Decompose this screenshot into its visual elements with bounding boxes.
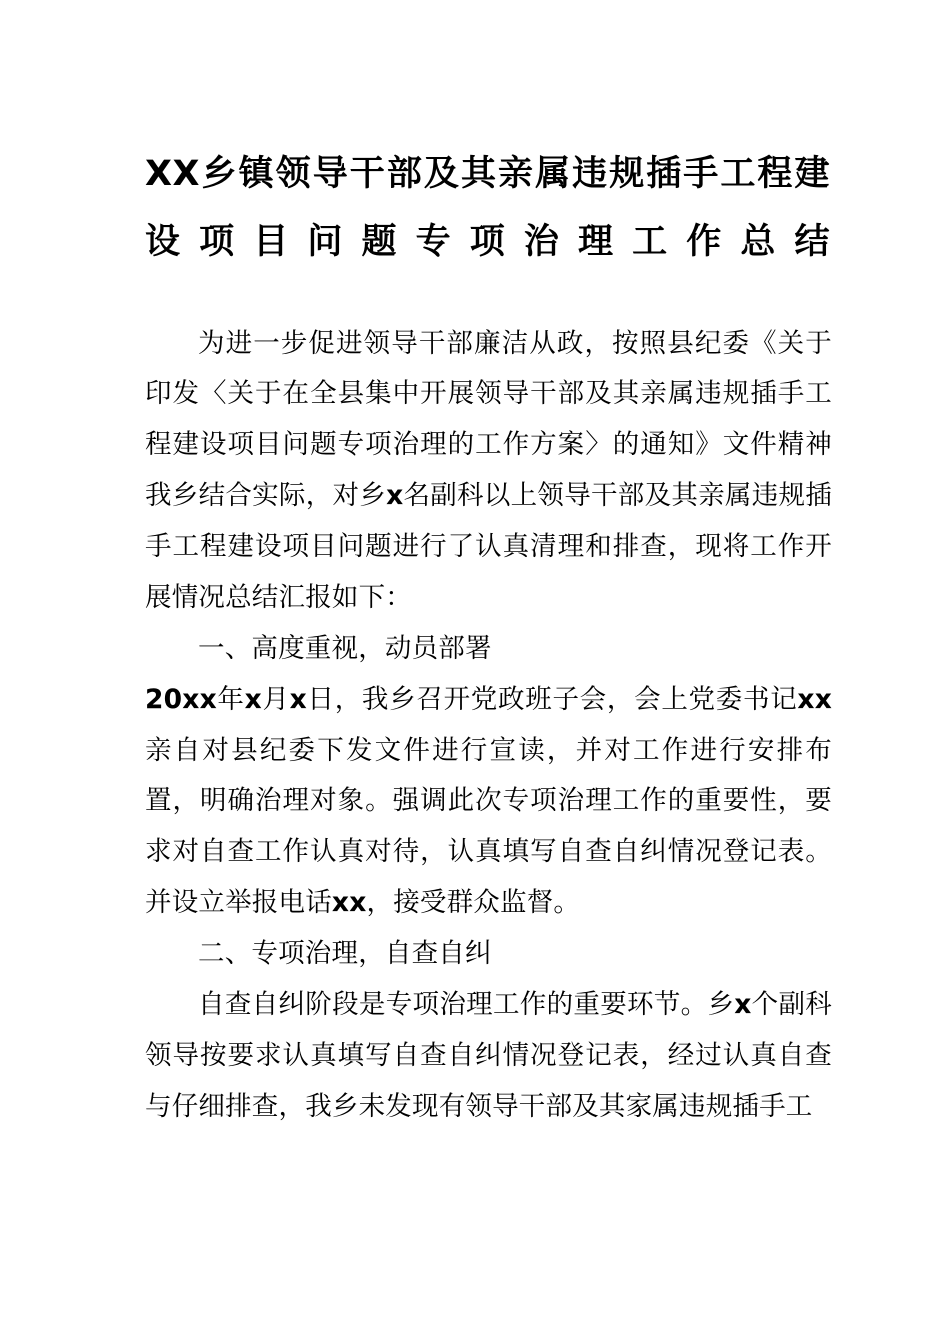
latin-run: XX <box>145 154 200 194</box>
paragraph-intro: 为进一步促进领导干部廉洁从政，按照县纪委《关于印发〈关于在全县集中开展领导干部及其亲属违规插手工程建设项目问题专项治理的工作方案〉的通知》文件精神我乡结合实际，对乡x名副科以上领导干部及其亲属违规插手工程建设项目问题进行了认真清理和排查，现将工作开展情况总结汇报如下： <box>145 327 832 613</box>
latin-run: xx <box>797 683 833 715</box>
latin-run: xx <box>331 887 367 919</box>
paragraph-section-1: 20xx年x月x日，我乡召开党政班子会，会上党委书记xx亲自对县纪委下发文件进行宣读，并对工作进行安排布置，明确治理对象。强调此次专项治理工作的重要性，要求对自查工作认真对待，认真填写自查自纠情况登记表。并设立举报电话xx，接受群众监督。 <box>145 683 833 919</box>
section-heading-2: 二、专项治理，自查自纠 <box>198 938 492 969</box>
latin-run: 20xx <box>145 683 217 715</box>
latin-run: x <box>386 480 404 512</box>
latin-run: x <box>244 683 262 715</box>
page-title: XX乡镇领导干部及其亲属违规插手工程建设项目问题专项治理工作总结 <box>145 154 830 263</box>
latin-run: x <box>289 683 307 715</box>
latin-run: x <box>734 988 752 1020</box>
section-heading-1: 一、高度重视，动员部署 <box>198 632 492 664</box>
paragraph-section-2: 自查自纠阶段是专项治理工作的重要环节。乡x个副科领导按要求认真填写自查自纠情况登记表，经过认真自查与仔细排查，我乡未发现有领导干部及其家属违规插手工 <box>145 988 833 1122</box>
